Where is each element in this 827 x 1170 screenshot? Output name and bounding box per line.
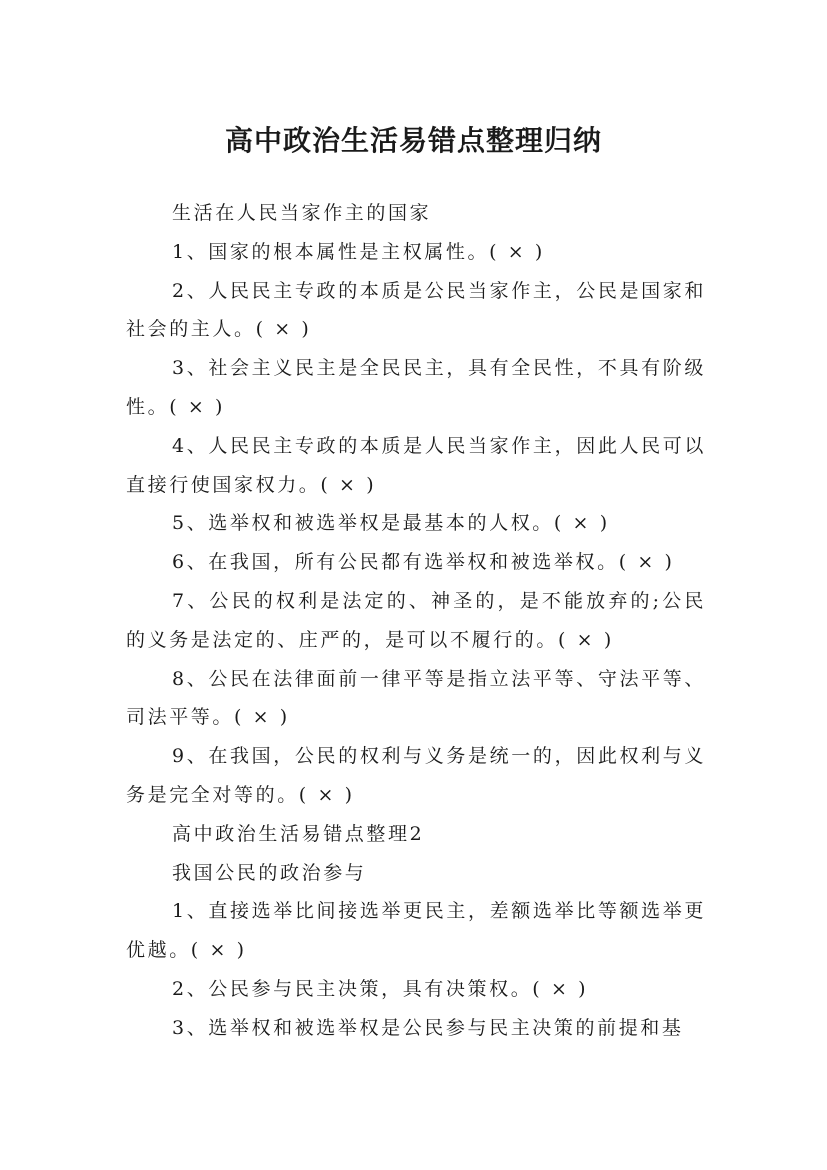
document-title: 高中政治生活易错点整理归纳 — [224, 123, 602, 157]
list-item: 3、社会主义民主是全民民主，具有全民性，不具有阶级性。( × ) — [126, 357, 706, 418]
list-item: 7、公民的权利是法定的、神圣的，是不能放弃的;公民的义务是法定的、庄严的，是可以不履行的。( × ) — [126, 589, 706, 651]
section-heading-political-participation: 我国公民的政治参与 — [172, 861, 367, 884]
list-item: 4、人民民主专政的本质是人民当家作主，因此人民可以直接行使国家权力。( × ) — [126, 434, 706, 496]
section-heading-people-as-masters: 生活在人民当家作主的国家 — [172, 202, 432, 224]
list-item: 3、选举权和被选举权是公民参与民主决策的前提和基 — [172, 1016, 684, 1039]
list-item: 6、在我国，所有公民都有选举权和被选举权。( × ) — [172, 551, 675, 574]
list-item: 2、公民参与民主决策，具有决策权。( × ) — [172, 977, 589, 1000]
list-item: 2、人民民主专政的本质是公民当家作主，公民是国家和社会的主人。( × ) — [126, 279, 706, 341]
section-heading-part-2: 高中政治生活易错点整理2 — [172, 822, 425, 845]
list-item: 8、公民在法律面前一律平等是指立法平等、守法平等、司法平等。( × ) — [126, 667, 706, 729]
list-item: 1、直接选举比间接选举更民主，差额选举比等额选举更优越。( × ) — [126, 900, 706, 962]
list-item: 9、在我国，公民的权利与义务是统一的，因此权利与义务是完全对等的。( × ) — [126, 745, 706, 806]
list-item: 1、国家的根本属性是主权属性。( × ) — [172, 240, 545, 263]
list-item: 5、选举权和被选举权是最基本的人权。( × ) — [172, 512, 610, 535]
document-body — [126, 194, 706, 1048]
